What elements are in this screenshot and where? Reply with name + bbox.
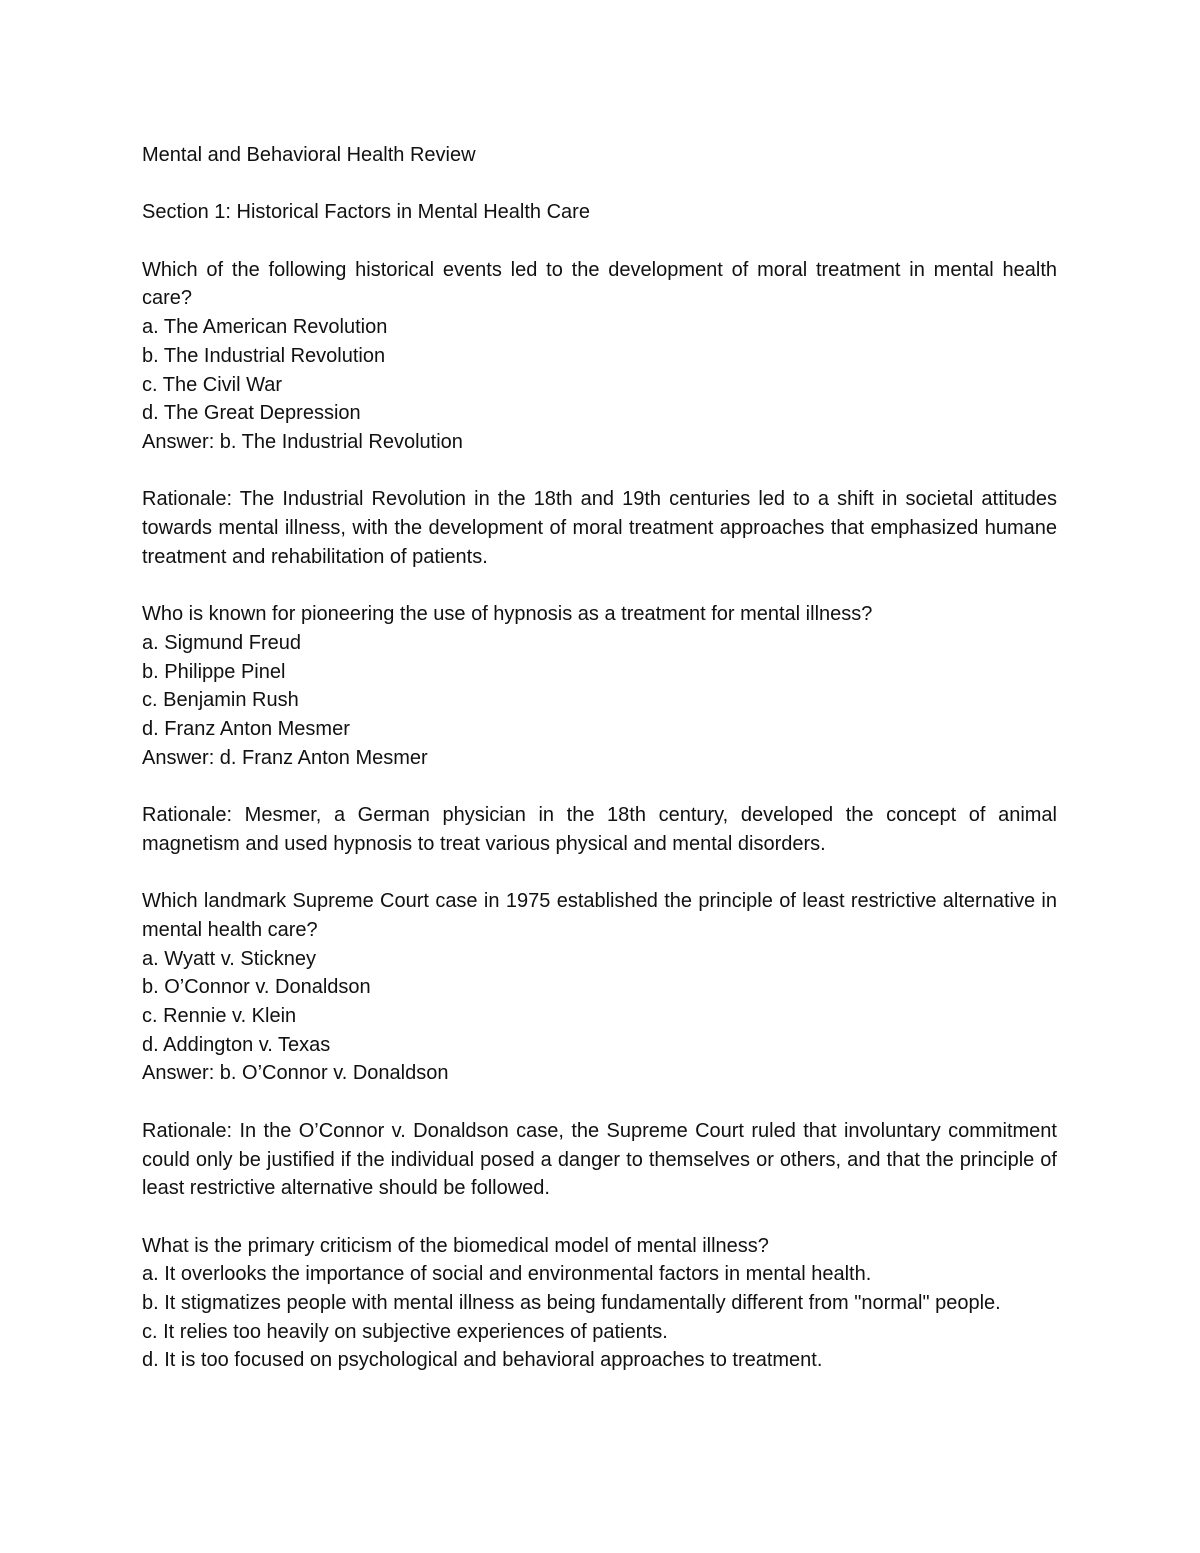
question-block-1 <box>142 256 1057 572</box>
question-text: What is the primary criticism of the biomedical model of mental illness? <box>142 1234 769 1257</box>
spacer <box>142 227 1057 256</box>
spacer <box>142 1088 1057 1117</box>
option-d: d. Addington v. Texas <box>142 1033 331 1056</box>
option-c: c. It relies too heavily on subjective experiences of patients. <box>142 1320 668 1343</box>
option-d: d. Franz Anton Mesmer <box>142 718 350 740</box>
answer-text: Answer: d. Franz Anton Mesmer <box>142 746 428 769</box>
spacer <box>142 859 1057 888</box>
option-b: b. It stigmatizes people with mental illness as being fundamentally different from "normal" people. <box>142 1292 1001 1314</box>
option-a: a. Wyatt v. Stickney <box>142 947 316 970</box>
spacer <box>142 1203 1057 1232</box>
spacer <box>142 772 1057 801</box>
option-a: a. It overlooks the importance of social and environmental factors in mental health. <box>142 1263 872 1286</box>
spacer <box>142 170 1057 199</box>
section-heading: Section 1: Historical Factors in Mental Health Care <box>142 201 590 224</box>
question-text: Who is known for pioneering the use of hypnosis as a treatment for mental illness? <box>142 603 873 626</box>
option-c: c. Benjamin Rush <box>142 689 299 712</box>
option-a: a. Sigmund Freud <box>142 631 301 654</box>
answer-text: Answer: b. O’Connor v. Donaldson <box>142 1062 449 1085</box>
option-b: b. Philippe Pinel <box>142 660 286 683</box>
answer-text: Answer: b. The Industrial Revolution <box>142 431 463 453</box>
option-c: c. Rennie v. Klein <box>142 1005 297 1027</box>
option-b: b. O’Connor v. Donaldson <box>142 976 371 999</box>
option-c: c. The Civil War <box>142 373 283 396</box>
rationale-text: Rationale: The Industrial Revolution in the 18th and 19th centuries led to a shift in societal attitudes towards mental illness, with the development of moral treatment approaches that emphasized humane treatment and rehabilitation of patients. <box>142 488 1057 568</box>
question-block-2 <box>142 600 1057 858</box>
option-a: a. The American Revolution <box>142 316 388 339</box>
rationale-text: Rationale: In the O’Connor v. Donaldson case, the Supreme Court ruled that involuntary commitment could only be justified if the individual posed a danger to themselves or others, and that the principle of least restrictive alternative should be followed. <box>142 1119 1057 1200</box>
document-title: Mental and Behavioral Health Review <box>142 144 476 166</box>
question-block-4 <box>142 1232 1057 1376</box>
question-block-3 <box>142 887 1057 1203</box>
rationale-text: Rationale: Mesmer, a German physician in the 18th century, developed the concept of animal magnetism and used hypnosis to treat various physical and mental disorders. <box>142 804 1057 855</box>
question-text: Which landmark Supreme Court case in 1975 established the principle of least restrictive alternative in mental health care? <box>142 890 1057 941</box>
document-page <box>142 141 1057 1375</box>
option-d: d. The Great Depression <box>142 402 361 425</box>
option-d: d. It is too focused on psychological and behavioral approaches to treatment. <box>142 1349 823 1372</box>
spacer <box>142 457 1057 486</box>
option-b: b. The Industrial Revolution <box>142 344 386 367</box>
question-text: Which of the following historical events led to the development of moral treatment in mental health care? <box>142 258 1057 310</box>
spacer <box>142 572 1057 601</box>
